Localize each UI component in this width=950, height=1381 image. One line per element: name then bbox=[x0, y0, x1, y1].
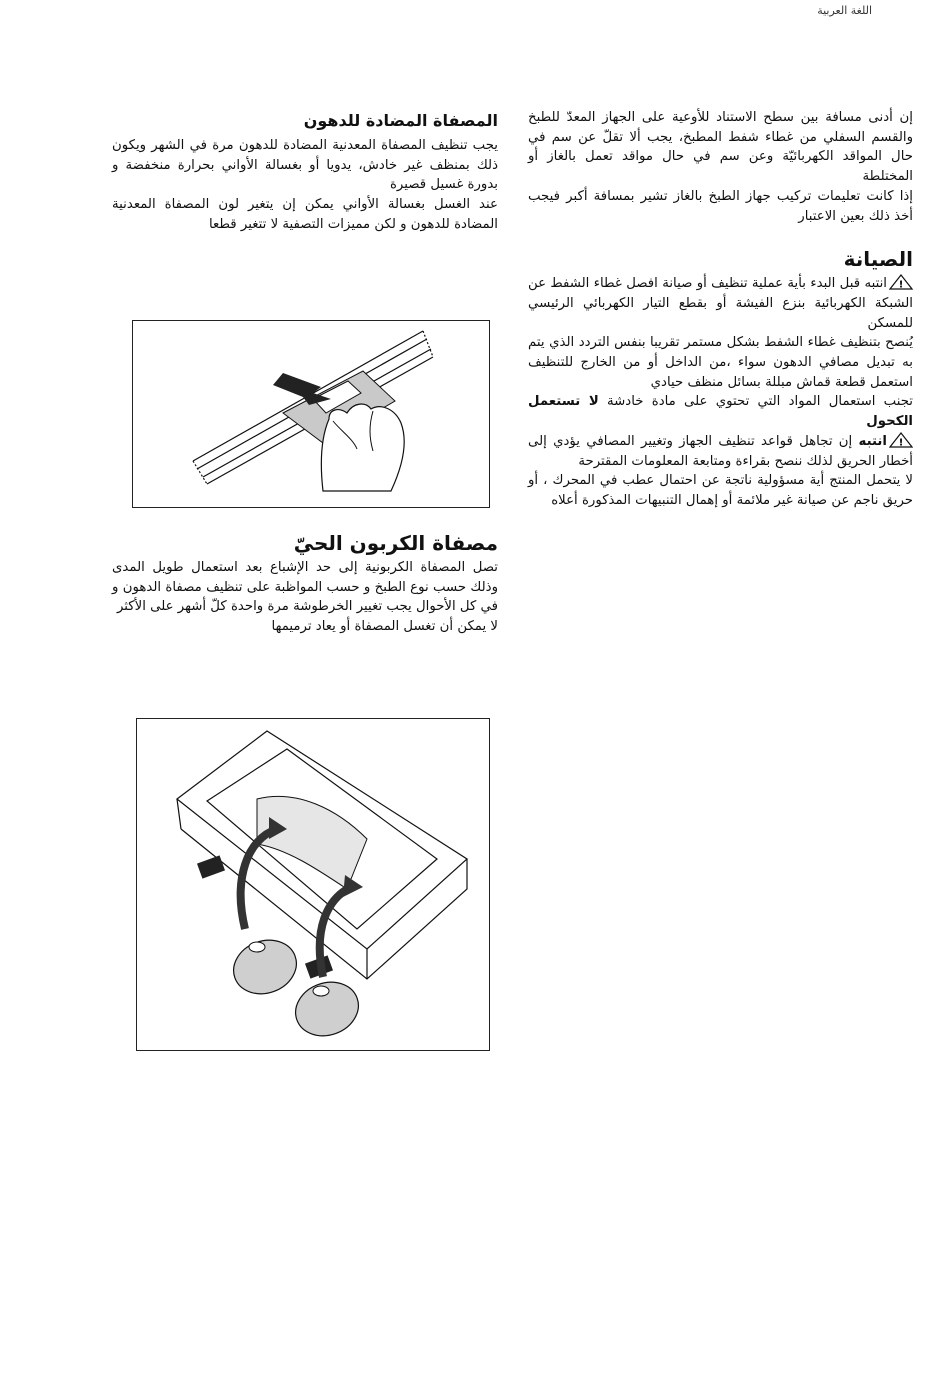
page-header-mark: اللغة العربية bbox=[817, 4, 872, 17]
fire-risk-text: إن تجاهل قواعد تنظيف الجهاز وتغيير المصافي يؤدي إلى أخطار الحريق لذلك ننصح بقراءة ومتابعة المعلومات المقترحة bbox=[528, 433, 913, 469]
warning-triangle-icon bbox=[889, 432, 913, 448]
carbon-filter-title: مصفاة الكربون الحيّ bbox=[293, 531, 498, 555]
fire-risk-paragraph bbox=[528, 432, 913, 471]
carbon-filter-illustration bbox=[136, 718, 490, 1051]
cleaning-frequency-paragraph: يُنصح بتنظيف غطاء الشفط بشكل مستمر تقريبا بنفس التردد الذي يتم به تبديل مصافي الدهون سواء ،من الداخل أو من الخارج للتنظيف استعمل قطعة قماش مبللة بسائل منظف حيادي bbox=[528, 335, 913, 390]
distance-paragraph: إن أدنى مسافة بين سطح الاستناد للأوعية على الجهاز المعدّ للطبخ والقسم السفلي من غطاء شفط المطبخ، يجب ألا تقلّ عن سم في حال المواقد الكهربائيّة وعن سم في حال مواقد تعمل بالغاز أو المختلطة bbox=[528, 110, 913, 185]
svg-text:!: ! bbox=[898, 437, 904, 448]
warning-triangle-icon bbox=[889, 274, 913, 290]
grease-filter-dishwasher-paragraph: عند الغسل بغسالة الأواني يمكن إن يتغير لون المصفاة المعدنية المضادة للدهون و لكن مميزات التصفية لا تتغير قطعا bbox=[112, 197, 498, 232]
carbon-saturation-paragraph: تصل المصفاة الكربونية إلى حد الإشباع بعد استعمال طويل المدى وذلك حسب نوع الطبخ و حسب المواظبة على تنظيف مصفاة الدهون و في كل الأحوال يجب تغيير الخرطوشة مرة واحدة كلّ أشهر على الأكثر bbox=[112, 560, 498, 615]
svg-text:!: ! bbox=[898, 279, 904, 291]
carbon-filter-section bbox=[112, 530, 498, 637]
left-column bbox=[112, 108, 498, 235]
attention-label: انتبه bbox=[858, 433, 887, 449]
carbon-no-wash-paragraph: لا يمكن أن تغسل المصفاة أو يعاد ترميمها bbox=[271, 619, 498, 635]
grease-filter-title: المصفاة المضادة للدهون bbox=[303, 111, 498, 130]
grease-filter-cleaning-paragraph: يجب تنظيف المصفاة المعدنية المضادة للدهون مرة في الشهر ويكون ذلك بمنظف غير خادش، يدويا أو بغسالة الأواني بحرارة منخفضة و بدورة غسيل قصيرة bbox=[112, 138, 498, 193]
disconnect-warning-paragraph bbox=[528, 274, 913, 333]
no-alcohol-text: لا تستعمل الكحول bbox=[528, 394, 913, 430]
liability-paragraph: لا يتحمل المنتج أية مسؤولية ناتجة عن احتمال عطب في المحرك ، أو حريق ناجم عن صيانة غير ملائمة أو إهمال التنبيهات المذكورة أعلاه bbox=[528, 473, 913, 508]
disconnect-warning-text: انتبه قبل البدء بأية عملية تنظيف أو صيانة افصل غطاء الشفط عن الشبكة الكهربائية بنزع الفيشة أو بقطع التيار الكهربائي الرئيسي للمسكن bbox=[528, 276, 913, 331]
maintenance-title: الصيانة bbox=[843, 247, 913, 272]
right-column bbox=[528, 108, 913, 511]
abrasive-warning-text: تجنب استعمال المواد التي تحتوي على مادة خادشة bbox=[598, 394, 913, 410]
gas-instructions-paragraph: إذا كانت تعليمات تركيب جهاز الطبخ بالغاز تشير بمسافة أكبر فيجب أخذ ذلك بعين الاعتبار bbox=[528, 188, 913, 224]
abrasive-warning-paragraph bbox=[528, 392, 913, 431]
grease-filter-illustration bbox=[132, 320, 490, 508]
